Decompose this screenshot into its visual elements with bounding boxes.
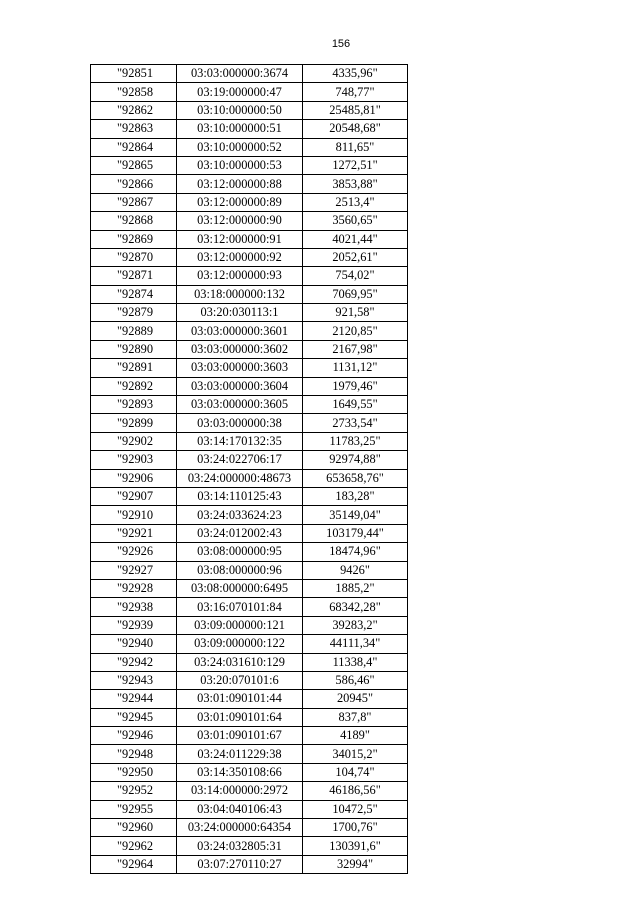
table-row: [91, 83, 408, 101]
table-row: [91, 340, 408, 358]
cadastral-number-cell: 03:12:000000:89: [177, 193, 303, 211]
table-row: [91, 819, 408, 837]
table-row: [91, 469, 408, 487]
row-id-cell: "92899: [91, 414, 177, 432]
row-id-cell: "92879: [91, 304, 177, 322]
cadastral-number-cell: 03:12:000000:92: [177, 248, 303, 266]
table-row: [91, 727, 408, 745]
row-id-cell: "92948: [91, 745, 177, 763]
cadastral-number-cell: 03:12:000000:91: [177, 230, 303, 248]
cadastral-number-cell: 03:12:000000:93: [177, 267, 303, 285]
table-row: [91, 579, 408, 597]
cadastral-number-cell: 03:10:000000:52: [177, 138, 303, 156]
row-id-cell: "92928: [91, 579, 177, 597]
cadastral-number-cell: 03:08:000000:95: [177, 543, 303, 561]
area-cell: 183,28": [303, 487, 408, 505]
table-row: [91, 101, 408, 119]
row-id-cell: "92926: [91, 543, 177, 561]
cadastral-number-cell: 03:20:070101:6: [177, 671, 303, 689]
cadastral-number-cell: 03:01:090101:67: [177, 727, 303, 745]
area-cell: 4189": [303, 727, 408, 745]
table-row: [91, 65, 408, 83]
row-id-cell: "92927: [91, 561, 177, 579]
row-id-cell: "92944: [91, 690, 177, 708]
table-row: [91, 359, 408, 377]
row-id-cell: "92907: [91, 487, 177, 505]
row-id-cell: "92868: [91, 212, 177, 230]
row-id-cell: "92867: [91, 193, 177, 211]
table-row: [91, 212, 408, 230]
row-id-cell: "92943: [91, 671, 177, 689]
table-row: [91, 782, 408, 800]
table-row: [91, 653, 408, 671]
row-id-cell: "92869: [91, 230, 177, 248]
cadastral-number-cell: 03:19:000000:47: [177, 83, 303, 101]
area-cell: 4335,96": [303, 65, 408, 83]
row-id-cell: "92870: [91, 248, 177, 266]
cadastral-number-cell: 03:24:012002:43: [177, 524, 303, 542]
row-id-cell: "92864: [91, 138, 177, 156]
table-row: [91, 193, 408, 211]
area-cell: 1649,55": [303, 396, 408, 414]
table-row: [91, 561, 408, 579]
cadastral-number-cell: 03:03:000000:3674: [177, 65, 303, 83]
row-id-cell: "92866: [91, 175, 177, 193]
row-id-cell: "92946: [91, 727, 177, 745]
area-cell: 811,65": [303, 138, 408, 156]
cadastral-number-cell: 03:07:270110:27: [177, 855, 303, 873]
table-row: [91, 322, 408, 340]
table-row: [91, 414, 408, 432]
row-id-cell: "92891: [91, 359, 177, 377]
cadastral-number-cell: 03:03:000000:3602: [177, 340, 303, 358]
cadastral-number-cell: 03:24:033624:23: [177, 506, 303, 524]
cadastral-number-cell: 03:03:000000:3601: [177, 322, 303, 340]
row-id-cell: "92952: [91, 782, 177, 800]
cadastral-number-cell: 03:03:000000:3604: [177, 377, 303, 395]
row-id-cell: "92962: [91, 837, 177, 855]
area-cell: 3853,88": [303, 175, 408, 193]
table-row: [91, 451, 408, 469]
area-cell: 10472,5": [303, 800, 408, 818]
area-cell: 2513,4": [303, 193, 408, 211]
cadastral-number-cell: 03:03:000000:3605: [177, 396, 303, 414]
table-row: [91, 763, 408, 781]
area-cell: 754,02": [303, 267, 408, 285]
row-id-cell: "92945: [91, 708, 177, 726]
cadastral-number-cell: 03:18:000000:132: [177, 285, 303, 303]
area-cell: 1700,76": [303, 819, 408, 837]
row-id-cell: "92939: [91, 616, 177, 634]
area-cell: 3560,65": [303, 212, 408, 230]
page-number: 156: [331, 38, 351, 50]
table-row: [91, 248, 408, 266]
row-id-cell: "92940: [91, 635, 177, 653]
table-row: [91, 304, 408, 322]
table-row: [91, 616, 408, 634]
data-table: [90, 64, 408, 874]
area-cell: 7069,95": [303, 285, 408, 303]
cadastral-number-cell: 03:12:000000:90: [177, 212, 303, 230]
row-id-cell: "92964: [91, 855, 177, 873]
cadastral-number-cell: 03:04:040106:43: [177, 800, 303, 818]
cadastral-number-cell: 03:24:000000:48673: [177, 469, 303, 487]
row-id-cell: "92938: [91, 598, 177, 616]
table-row: [91, 690, 408, 708]
area-cell: 748,77": [303, 83, 408, 101]
area-cell: 1979,46": [303, 377, 408, 395]
table-row: [91, 506, 408, 524]
table-row: [91, 524, 408, 542]
cadastral-number-cell: 03:10:000000:51: [177, 120, 303, 138]
area-cell: 130391,6": [303, 837, 408, 855]
table-row: [91, 598, 408, 616]
row-id-cell: "92862: [91, 101, 177, 119]
cadastral-number-cell: 03:24:032805:31: [177, 837, 303, 855]
area-cell: 68342,28": [303, 598, 408, 616]
cadastral-number-cell: 03:08:000000:6495: [177, 579, 303, 597]
cadastral-number-cell: 03:08:000000:96: [177, 561, 303, 579]
area-cell: 1272,51": [303, 156, 408, 174]
row-id-cell: "92892: [91, 377, 177, 395]
cadastral-number-cell: 03:24:022706:17: [177, 451, 303, 469]
table-row: [91, 267, 408, 285]
table-body: [91, 65, 408, 874]
cadastral-number-cell: 03:24:031610:129: [177, 653, 303, 671]
area-cell: 2733,54": [303, 414, 408, 432]
row-id-cell: "92889: [91, 322, 177, 340]
area-cell: 25485,81": [303, 101, 408, 119]
row-id-cell: "92906: [91, 469, 177, 487]
cadastral-number-cell: 03:03:000000:3603: [177, 359, 303, 377]
area-cell: 92974,88": [303, 451, 408, 469]
area-cell: 32994": [303, 855, 408, 873]
row-id-cell: "92921: [91, 524, 177, 542]
area-cell: 653658,76": [303, 469, 408, 487]
row-id-cell: "92942: [91, 653, 177, 671]
area-cell: 921,58": [303, 304, 408, 322]
area-cell: 11783,25": [303, 432, 408, 450]
row-id-cell: "92950: [91, 763, 177, 781]
table-row: [91, 543, 408, 561]
area-cell: 837,8": [303, 708, 408, 726]
table-row: [91, 800, 408, 818]
cadastral-number-cell: 03:16:070101:84: [177, 598, 303, 616]
area-cell: 46186,56": [303, 782, 408, 800]
area-cell: 104,74": [303, 763, 408, 781]
cadastral-number-cell: 03:14:350108:66: [177, 763, 303, 781]
area-cell: 2120,85": [303, 322, 408, 340]
cadastral-number-cell: 03:09:000000:121: [177, 616, 303, 634]
table-row: [91, 837, 408, 855]
cadastral-number-cell: 03:10:000000:50: [177, 101, 303, 119]
cadastral-number-cell: 03:01:090101:44: [177, 690, 303, 708]
area-cell: 39283,2": [303, 616, 408, 634]
row-id-cell: "92871: [91, 267, 177, 285]
cadastral-number-cell: 03:14:170132:35: [177, 432, 303, 450]
row-id-cell: "92960: [91, 819, 177, 837]
cadastral-number-cell: 03:24:000000:64354: [177, 819, 303, 837]
row-id-cell: "92865: [91, 156, 177, 174]
table-row: [91, 120, 408, 138]
area-cell: 9426": [303, 561, 408, 579]
cadastral-number-cell: 03:14:110125:43: [177, 487, 303, 505]
area-cell: 2167,98": [303, 340, 408, 358]
area-cell: 11338,4": [303, 653, 408, 671]
table-row: [91, 396, 408, 414]
table-row: [91, 745, 408, 763]
row-id-cell: "92858: [91, 83, 177, 101]
area-cell: 44111,34": [303, 635, 408, 653]
area-cell: 35149,04": [303, 506, 408, 524]
area-cell: 18474,96": [303, 543, 408, 561]
row-id-cell: "92955: [91, 800, 177, 818]
area-cell: 4021,44": [303, 230, 408, 248]
area-cell: 103179,44": [303, 524, 408, 542]
area-cell: 34015,2": [303, 745, 408, 763]
table-row: [91, 230, 408, 248]
cadastral-number-cell: 03:03:000000:38: [177, 414, 303, 432]
area-cell: 1885,2": [303, 579, 408, 597]
table-row: [91, 175, 408, 193]
table-row: [91, 635, 408, 653]
table-row: [91, 487, 408, 505]
table-row: [91, 138, 408, 156]
cadastral-number-cell: 03:09:000000:122: [177, 635, 303, 653]
area-cell: 20548,68": [303, 120, 408, 138]
cadastral-number-cell: 03:10:000000:53: [177, 156, 303, 174]
table-row: [91, 377, 408, 395]
area-cell: 2052,61": [303, 248, 408, 266]
area-cell: 20945": [303, 690, 408, 708]
cadastral-number-cell: 03:20:030113:1: [177, 304, 303, 322]
table-row: [91, 855, 408, 873]
cadastral-number-cell: 03:01:090101:64: [177, 708, 303, 726]
row-id-cell: "92863: [91, 120, 177, 138]
row-id-cell: "92910: [91, 506, 177, 524]
table-row: [91, 432, 408, 450]
area-cell: 586,46": [303, 671, 408, 689]
table-row: [91, 708, 408, 726]
row-id-cell: "92851: [91, 65, 177, 83]
area-cell: 1131,12": [303, 359, 408, 377]
table-row: [91, 285, 408, 303]
cadastral-number-cell: 03:14:000000:2972: [177, 782, 303, 800]
table-row: [91, 671, 408, 689]
cadastral-number-cell: 03:24:011229:38: [177, 745, 303, 763]
cadastral-number-cell: 03:12:000000:88: [177, 175, 303, 193]
row-id-cell: "92893: [91, 396, 177, 414]
row-id-cell: "92874: [91, 285, 177, 303]
row-id-cell: "92902: [91, 432, 177, 450]
row-id-cell: "92890: [91, 340, 177, 358]
table-row: [91, 156, 408, 174]
row-id-cell: "92903: [91, 451, 177, 469]
